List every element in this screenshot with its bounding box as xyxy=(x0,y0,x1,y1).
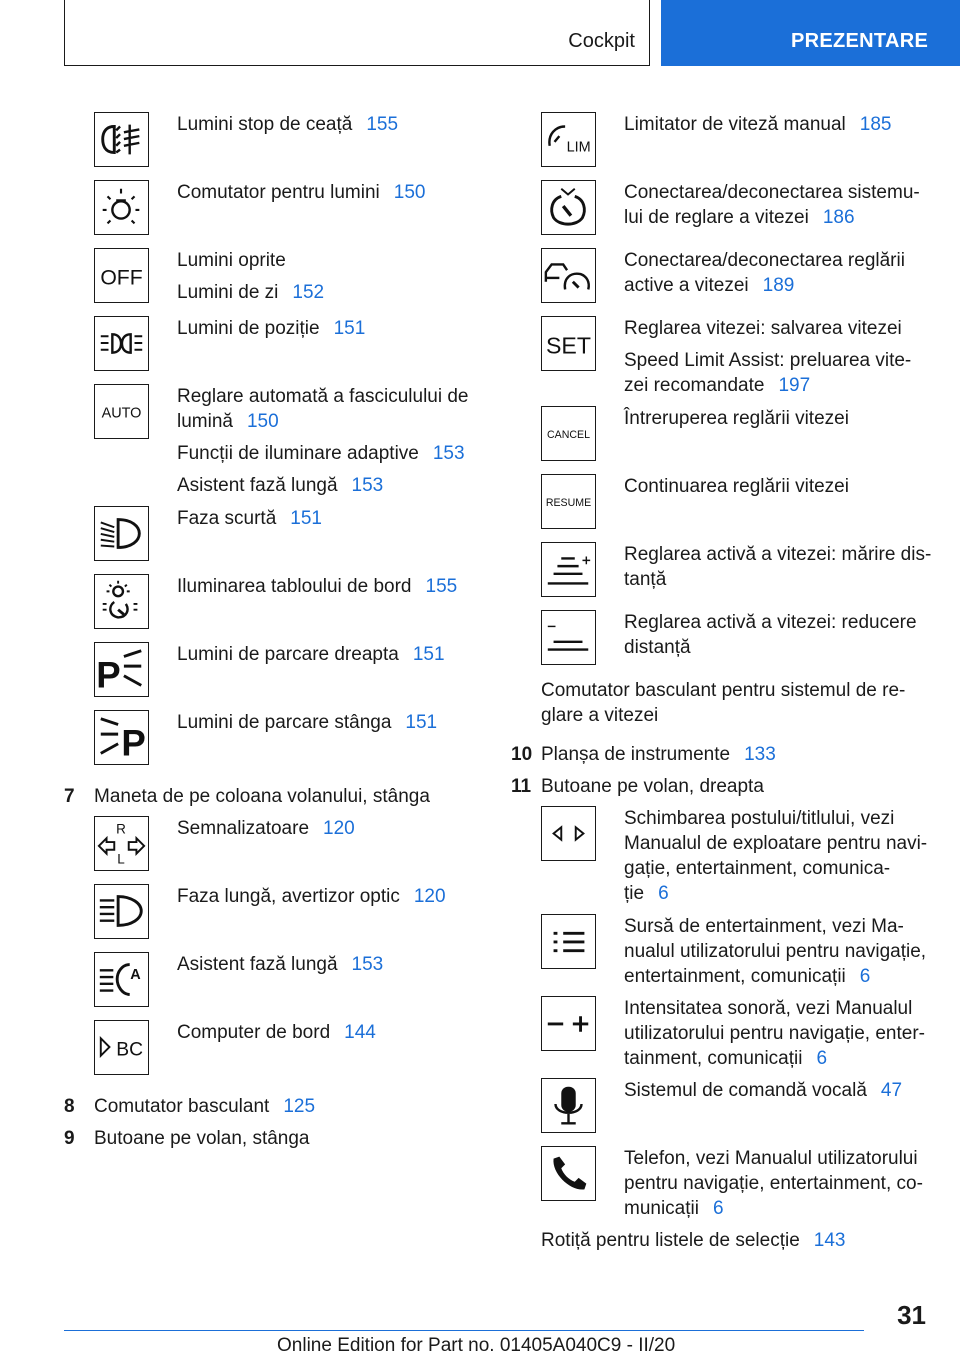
page-ref-link[interactable]: 155 xyxy=(425,576,458,597)
page-number: 31 xyxy=(897,1300,926,1330)
item-text: Lumini de poziție 151 xyxy=(177,318,366,339)
station-track-icon xyxy=(541,806,596,861)
high-beam-icon xyxy=(94,884,149,939)
page-ref-link[interactable]: 133 xyxy=(744,744,776,765)
page-ref-link[interactable]: 153 xyxy=(432,443,465,464)
position-lights-icon xyxy=(94,316,149,371)
svg-text:L: L xyxy=(117,851,125,867)
item-text: Lumini de parcare dreapta 151 xyxy=(177,644,445,665)
page-ref-link[interactable]: 6 xyxy=(658,883,669,904)
item-text: Asistent fază lungă 153 xyxy=(177,954,384,975)
svg-text:LIM: LIM xyxy=(566,139,591,156)
page-ref-link[interactable]: 153 xyxy=(351,954,384,975)
volume-icon xyxy=(541,996,596,1051)
item-text: Reglarea activă a vitezei: reducere distanță xyxy=(624,612,917,658)
distance-increase-icon xyxy=(541,542,596,597)
item-text: Intensitatea sonoră, vezi Manualul utilizatorului pentru navigație, enter-tainment, comunicații 6 xyxy=(624,998,926,1069)
item-text: Lumini de parcare stânga 151 xyxy=(177,712,438,733)
item-text: Comutator pentru lumini 150 xyxy=(177,182,426,203)
item-text: Schimbarea postului/titlului, vezi Manualul de exploatare pentru navi-gație, entertainment, comunica-ție 6 xyxy=(624,808,928,904)
list-item-11: 11 Butoane pe volan, dreapta xyxy=(511,776,764,797)
item-text: Sistemul de comandă vocală 47 xyxy=(624,1080,903,1101)
resume-icon xyxy=(541,474,596,529)
item-text: Reglarea activă a vitezei: mărire dis-tanță xyxy=(624,544,932,590)
light-switch-icon xyxy=(94,180,149,235)
list-item-7: 7 Maneta de pe coloana volanului, stânga xyxy=(64,786,430,807)
page-ref-link[interactable]: 186 xyxy=(822,207,855,228)
instrument-lighting-icon xyxy=(94,574,149,629)
item-text: Lumini oprite Lumini de zi 152 xyxy=(177,250,325,303)
item-text: Faza lungă, avertizor optic 120 xyxy=(177,886,446,907)
svg-text:CANCEL: CANCEL xyxy=(547,428,590,441)
item-text: Reglare automată a fasciculului de lumină 150 Funcții de iluminare adaptive 153 Asistent fază lungă 153 xyxy=(177,386,469,496)
page-ref-link[interactable]: 189 xyxy=(762,275,795,296)
svg-text:AUTO: AUTO xyxy=(101,405,142,422)
active-cruise-icon xyxy=(541,248,596,303)
fog-light-icon xyxy=(94,112,149,167)
svg-text:R: R xyxy=(116,821,126,837)
page-ref-link[interactable]: 143 xyxy=(813,1230,846,1251)
svg-text:RESUME: RESUME xyxy=(545,496,592,509)
high-beam-assist-icon xyxy=(94,952,149,1007)
page-ref-link[interactable]: 155 xyxy=(366,114,399,135)
item-text: Computer de bord 144 xyxy=(177,1022,376,1043)
svg-text:A: A xyxy=(130,967,141,984)
footer-divider xyxy=(64,1330,864,1331)
page-ref-link[interactable]: 151 xyxy=(405,712,438,733)
chapter-tab xyxy=(661,0,960,66)
svg-text:P: P xyxy=(96,654,121,696)
item-text: Sursă de entertainment, vezi Ma-nualul utilizatorului pentru navigație, entertainment, comunicații 6 xyxy=(624,916,927,987)
item-text: Faza scurtă 151 xyxy=(177,508,322,529)
page-ref-link[interactable]: 150 xyxy=(393,182,426,203)
item-text: Conectarea/deconectarea reglării active a vitezei 189 xyxy=(624,250,905,296)
chapter-title: PREZENTARE xyxy=(791,30,929,52)
list-item-10: 10 Planșa de instrumente 133 xyxy=(511,744,776,765)
page-ref-link[interactable]: 151 xyxy=(333,318,366,339)
page-ref-link[interactable]: 151 xyxy=(290,508,322,529)
set-icon xyxy=(541,316,596,371)
svg-text:SET: SET xyxy=(546,332,591,359)
page-ref-link[interactable]: 120 xyxy=(323,818,355,839)
low-beam-icon xyxy=(94,506,149,561)
page-ref-link[interactable]: 125 xyxy=(283,1096,316,1117)
item-text: Continuarea reglării vitezei xyxy=(624,476,849,497)
page-ref-link[interactable]: 150 xyxy=(246,411,279,432)
item-text: Conectarea/deconectarea sistemu-lui de reglare a vitezei 186 xyxy=(624,182,920,228)
cancel-icon xyxy=(541,406,596,461)
edition-footer: Online Edition for Part no. 01405A040C9 - II/20 xyxy=(277,1335,676,1356)
page-ref-link[interactable]: 6 xyxy=(859,966,871,987)
svg-text:P: P xyxy=(121,722,146,764)
item-text: Întreruperea reglării vitezei xyxy=(624,408,849,429)
rocker-switch-text: Comutator basculant pentru sistemul de re-glare a vitezei xyxy=(541,680,906,726)
page-ref-link[interactable]: 6 xyxy=(712,1198,724,1219)
item-text: Telefon, vezi Manualul utilizatorului pentru navigație, entertainment, co-municații 6 xyxy=(624,1148,923,1219)
svg-text:BC: BC xyxy=(116,1039,144,1061)
entertainment-source-icon xyxy=(541,914,596,969)
item-text: Lumini stop de ceață 155 xyxy=(177,114,399,135)
microphone-icon xyxy=(541,1078,596,1133)
item-text: Reglarea vitezei: salvarea vitezei Speed Limit Assist: preluarea vite-zei recomandate 197 xyxy=(624,318,912,396)
page-ref-link[interactable]: 197 xyxy=(778,375,811,396)
page-ref-link[interactable]: 152 xyxy=(292,282,325,303)
item-text: Limitator de viteză manual 185 xyxy=(624,114,892,135)
list-item-9: 9 Butoane pe volan, stânga xyxy=(64,1128,310,1149)
speed-control-icon xyxy=(541,180,596,235)
section-title: Cockpit xyxy=(568,30,635,52)
list-item-8: 8 Comutator basculant 125 xyxy=(64,1096,316,1117)
section-tab xyxy=(64,0,650,66)
lim-icon xyxy=(541,112,596,167)
parking-right-icon xyxy=(94,642,149,697)
thumbwheel-text: Rotiță pentru listele de selecție 143 xyxy=(541,1230,846,1251)
phone-icon xyxy=(541,1146,596,1201)
distance-decrease-icon xyxy=(541,610,596,665)
page-ref-link[interactable]: 153 xyxy=(351,475,384,496)
item-text: Iluminarea tabloului de bord 155 xyxy=(177,576,458,597)
auto-icon xyxy=(94,384,149,439)
page-ref-link[interactable]: 185 xyxy=(859,114,892,135)
page-header xyxy=(0,0,960,66)
off-icon xyxy=(94,248,149,303)
page-ref-link[interactable]: 144 xyxy=(344,1022,376,1043)
turn-signal-icon xyxy=(94,816,149,871)
page-ref-link[interactable]: 120 xyxy=(413,886,446,907)
bc-icon xyxy=(94,1020,149,1075)
parking-left-icon xyxy=(94,710,149,765)
page-ref-link[interactable]: 47 xyxy=(880,1080,903,1101)
item-text: Semnalizatoare 120 xyxy=(177,818,355,839)
page-ref-link[interactable]: 151 xyxy=(412,644,445,665)
page-ref-link[interactable]: 6 xyxy=(816,1048,828,1069)
svg-text:OFF: OFF xyxy=(100,266,143,290)
